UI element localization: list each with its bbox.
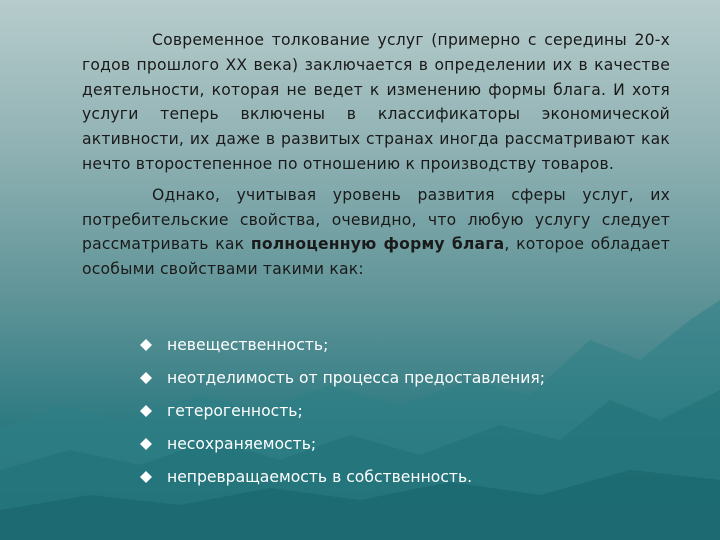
- list-item: [140, 328, 660, 361]
- list-item-text: невещественность;: [167, 335, 329, 354]
- list-item-text: непревращаемость в собственность.: [167, 467, 473, 486]
- list-item-text: несохраняемость;: [167, 434, 317, 453]
- diamond-bullet-icon: [140, 372, 152, 384]
- diamond-bullet-icon: [140, 471, 152, 483]
- paragraph-2-end: , которое обладает особыми свойствами такими как:: [82, 235, 670, 279]
- paragraph-1: Современное толкование услуг (примерно с середины 20-х годов прошлого XX века) заключается в определении их в качестве деятельности, которая не ведет к изменению формы блага. И хотя услуги теперь включены в классификаторы экономической активности, их даже в развитых странах иногда рассматривают как нечто второстепенное по отношению к производству товаров.: [82, 31, 670, 173]
- list-item: [140, 361, 660, 394]
- list-item: [140, 394, 660, 427]
- list-item-text: неотделимость от процесса предоставления;: [167, 368, 546, 387]
- diamond-bullet-icon: [140, 438, 152, 450]
- properties-list: [140, 328, 660, 493]
- diamond-bullet-icon: [140, 405, 152, 417]
- paragraph-2: [82, 183, 670, 282]
- list-item: [140, 427, 660, 460]
- paragraph-2-start: Однако, учитывая уровень развития сферы услуг, их потребительские свойства, очевидно, что любую услугу следует рассматривать как: [82, 185, 670, 254]
- main-text: [82, 28, 670, 282]
- diamond-bullet-icon: [140, 339, 152, 351]
- paragraph-2-emphasis: полноценную форму блага: [250, 235, 505, 254]
- list-item: [140, 460, 660, 493]
- list-item-text: гетерогенность;: [167, 401, 303, 420]
